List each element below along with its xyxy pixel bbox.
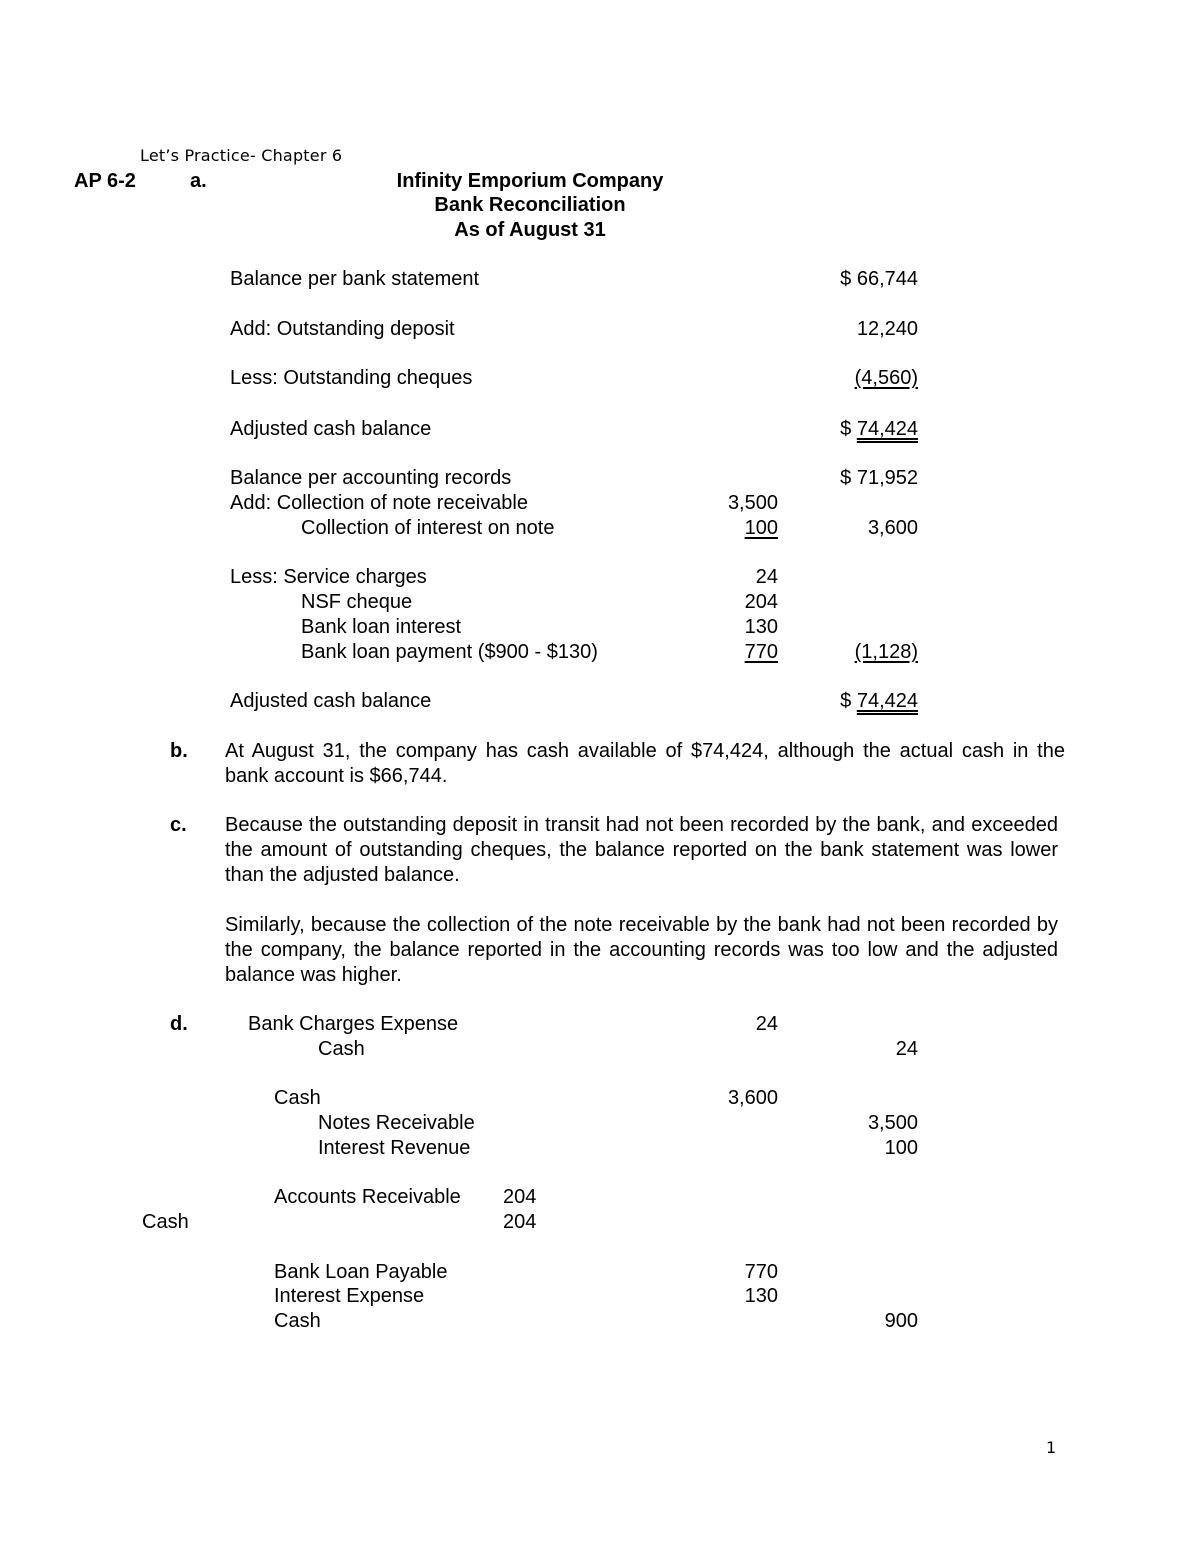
entry1-credit-account: Cash bbox=[318, 1038, 365, 1060]
interest-collection-value: 100 bbox=[744, 517, 778, 539]
less-total-value: (1,128) bbox=[854, 641, 918, 663]
company-name: Infinity Emporium Company bbox=[396, 170, 664, 192]
page-number: 1 bbox=[1046, 1438, 1057, 1457]
entry1-debit-amount: 24 bbox=[755, 1013, 778, 1035]
entry2-credit-amount-2: 100 bbox=[884, 1137, 918, 1159]
nsf-label: NSF cheque bbox=[301, 591, 413, 613]
entry2-debit-amount: 3,600 bbox=[727, 1087, 778, 1109]
service-charges-label: Less: Service charges bbox=[230, 566, 427, 588]
note-collection-label: Add: Collection of note receivable bbox=[230, 492, 528, 514]
adjusted-bank-dollar: $ bbox=[840, 418, 852, 440]
outstanding-deposit-label: Add: Outstanding deposit bbox=[230, 318, 455, 340]
loan-payment-cell bbox=[658, 640, 778, 664]
bank-balance-label: Balance per bank statement bbox=[230, 268, 480, 290]
books-balance-label: Balance per accounting records bbox=[230, 467, 512, 489]
part-c-para-1: Because the outstanding deposit in transit had not been recorded by the bank, and exceeded the amount of outstanding cheques, the balance reported on the bank statement was lower than the adjusted balance. bbox=[225, 814, 1058, 886]
nsf-value: 204 bbox=[744, 591, 778, 613]
entry3-credit-amount: 204 bbox=[503, 1211, 537, 1233]
loan-interest-label: Bank loan interest bbox=[301, 616, 462, 638]
service-charges-value: 24 bbox=[755, 566, 778, 588]
part-c-label: c. bbox=[170, 814, 187, 836]
interest-collection-cell bbox=[658, 516, 778, 540]
loan-payment-value: 770 bbox=[744, 641, 778, 663]
entry2-credit-account-2: Interest Revenue bbox=[318, 1137, 471, 1159]
adjusted-bank-value: 74,424 bbox=[856, 418, 918, 440]
part-d-label: d. bbox=[170, 1013, 188, 1035]
problem-id: AP 6-2 bbox=[74, 170, 136, 192]
outstanding-cheques-value: (4,560) bbox=[854, 367, 918, 389]
part-a-label: a. bbox=[190, 170, 207, 192]
interest-collection-label: Collection of interest on note bbox=[301, 517, 555, 539]
part-b-text: At August 31, the company has cash available of $74,424, although the actual cash in the bank account is $66,744. bbox=[225, 740, 1065, 787]
adjusted-books-cell bbox=[798, 689, 918, 713]
note-collection-value: 3,500 bbox=[727, 492, 778, 514]
adjusted-books-value: 74,424 bbox=[856, 690, 918, 712]
entry4-credit-amount: 900 bbox=[884, 1310, 918, 1332]
adjusted-bank-label: Adjusted cash balance bbox=[230, 418, 432, 440]
adjusted-bank-cell bbox=[798, 417, 918, 441]
loan-payment-label: Bank loan payment ($900 - $130) bbox=[301, 641, 598, 663]
chapter-note: Let’s Practice- Chapter 6 bbox=[140, 146, 343, 165]
entry4-credit-account: Cash bbox=[274, 1310, 321, 1332]
entry4-debit-amount-2: 130 bbox=[744, 1285, 778, 1307]
entry2-credit-account-1: Notes Receivable bbox=[318, 1112, 475, 1134]
entry4-debit-account-2: Interest Expense bbox=[274, 1285, 425, 1307]
outstanding-cheques-cell bbox=[798, 366, 918, 390]
books-balance-value: $ 71,952 bbox=[840, 467, 918, 489]
outstanding-cheques-label: Less: Outstanding cheques bbox=[230, 367, 473, 389]
entry3-debit-amount: 204 bbox=[503, 1186, 537, 1208]
entry4-debit-amount-1: 770 bbox=[744, 1261, 778, 1283]
entry1-credit-amount: 24 bbox=[895, 1038, 918, 1060]
bank-balance-value: $ 66,744 bbox=[840, 268, 918, 290]
loan-interest-value: 130 bbox=[744, 616, 778, 638]
entry1-debit-account: Bank Charges Expense bbox=[248, 1013, 459, 1035]
add-total-value: 3,600 bbox=[867, 517, 918, 539]
outstanding-deposit-value: 12,240 bbox=[856, 318, 918, 340]
less-total-cell bbox=[798, 640, 918, 664]
statement-date: As of August 31 bbox=[454, 219, 606, 241]
entry3-credit-account: Cash bbox=[142, 1211, 189, 1233]
part-b-label: b. bbox=[170, 740, 188, 762]
part-c-para-2: Similarly, because the collection of the note receivable by the bank had not been recorded by the company, the balance reported in the accounting records was too low and the adjusted balance was higher. bbox=[225, 914, 1058, 986]
entry3-debit-account: Accounts Receivable bbox=[274, 1186, 461, 1208]
entry2-credit-amount-1: 3,500 bbox=[867, 1112, 918, 1134]
entry4-debit-account-1: Bank Loan Payable bbox=[274, 1261, 448, 1283]
adjusted-books-dollar: $ bbox=[840, 690, 852, 712]
adjusted-books-label: Adjusted cash balance bbox=[230, 690, 432, 712]
entry2-debit-account: Cash bbox=[274, 1087, 321, 1109]
statement-title: Bank Reconciliation bbox=[434, 194, 626, 216]
